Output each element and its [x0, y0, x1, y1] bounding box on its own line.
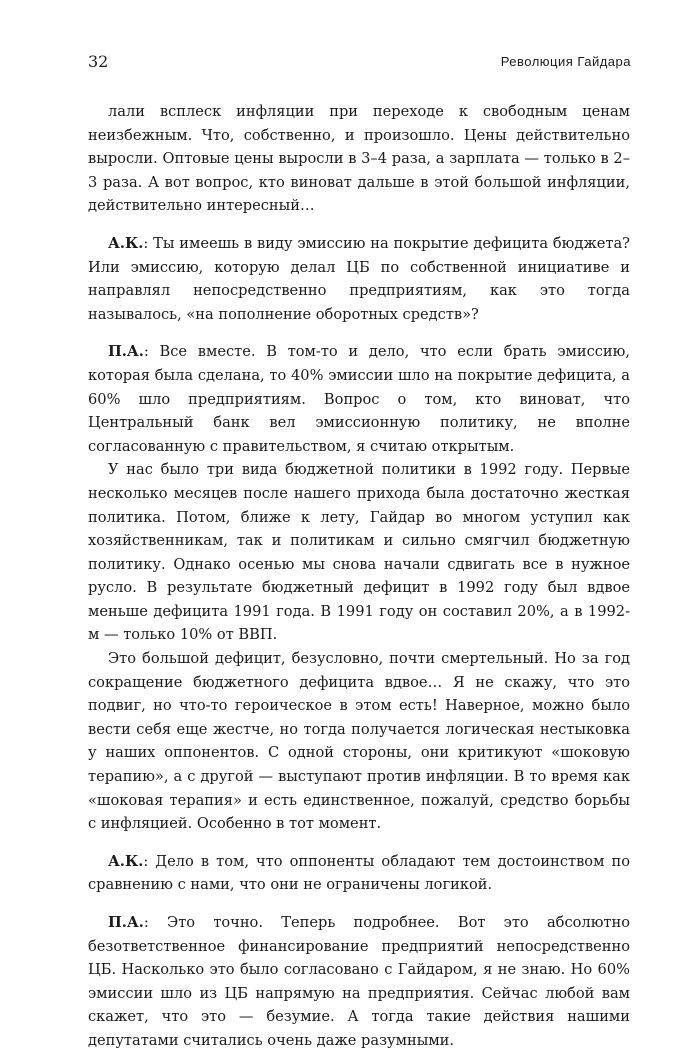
speaker-label: П.А. [108, 914, 144, 931]
speaker-label: П.А. [108, 343, 144, 361]
speaker-label: А.К. [108, 234, 144, 252]
page-body [88, 100, 630, 1053]
paragraph-text: Это большой дефицит, безусловно, почти смертельный. Но за год сокращение бюджетного дефицита вдвое… Я не скажу, что это подвиг, но что-то героическое в этом есть! Наверное, можно было вести себя еще жестче, но тогда получается логическая нестыковка у наших оппонентов. С одной стороны, они критикуют «шоковую терапию», а с другой — выступают против инфляции. В то время как «шоковая терапия» и есть единственное, пожалуй, средство борьбы с инфляцией. Особенно в тот момент. [88, 650, 630, 833]
running-title: Революция Гайдара [500, 54, 631, 69]
dialogue-paragraph [88, 232, 630, 326]
paragraph-text: лали всплеск инфляции при переходе к свободным ценам неизбежным. Что, собственно, и произошло. Цены действительно выросли. Оптовые цены выросли в 3–4 раза, а зарплата — только в 2–3 раза. А вот вопрос, кто виноват дальше в этой большой инфляции, действительно интересный… [88, 103, 630, 215]
paragraph-text: У нас было три вида бюджетной политики в 1992 году. Первые несколько месяцев после нашего прихода была достаточно жесткая политика. Потом, ближе к лету, Гайдар во многом уступил как хозяйственникам, так и политикам и сильно смягчил бюджетную политику. Однако осенью мы снова начали сдвигать все в нужное русло. В результате бюджетный дефицит в 1992 году был вдвое меньше дефицита 1991 года. В 1991 году он составил 20%, а в 1992-м — только 10% от ВВП. [88, 461, 630, 644]
paragraph [88, 647, 630, 836]
page-header [88, 52, 631, 76]
speaker-label: А.К. [108, 852, 144, 870]
paragraph-text: : Дело в том, что оппоненты обладают тем достоинством по сравнению с нами, что они не ограничены логикой. [88, 852, 630, 894]
dialogue-paragraph [88, 340, 630, 458]
paragraph-text: : Это точно. Теперь подробнее. Вот это абсолютно безответственное финансирование предприятий непосредственно ЦБ. Насколько это было согласовано с Гайдаром, я не знаю. Но 60% эмиссии шло из ЦБ напрямую на предприятия. Сейчас любой вам скажет, что это — безумие. А тогда такие действия нашими депутатами считались очень даже разумными. [88, 914, 630, 1049]
paragraph-continuation [88, 100, 630, 218]
paragraph-text: : Ты имеешь в виду эмиссию на покрытие дефицита бюджета? Или эмиссию, которую делал ЦБ по собственной инициативе и направлял непосредственно предприятиям, как это тогда называлось, «на пополнение оборотных средств»? [88, 234, 630, 323]
paragraph-text: : Все вместе. В том-то и дело, что если брать эмиссию, которая была сделана, то 40% эмиссии шло на покрытие дефицита, а 60% шло предприятиям. Вопрос о том, кто виноват, что Центральный банк вел эмиссионную политику, не вполне согласованную с правительством, я считаю открытым. [88, 343, 630, 455]
dialogue-paragraph [88, 850, 630, 897]
paragraph [88, 458, 630, 647]
dialogue-paragraph [88, 911, 630, 1053]
page-number: 32 [88, 52, 109, 71]
